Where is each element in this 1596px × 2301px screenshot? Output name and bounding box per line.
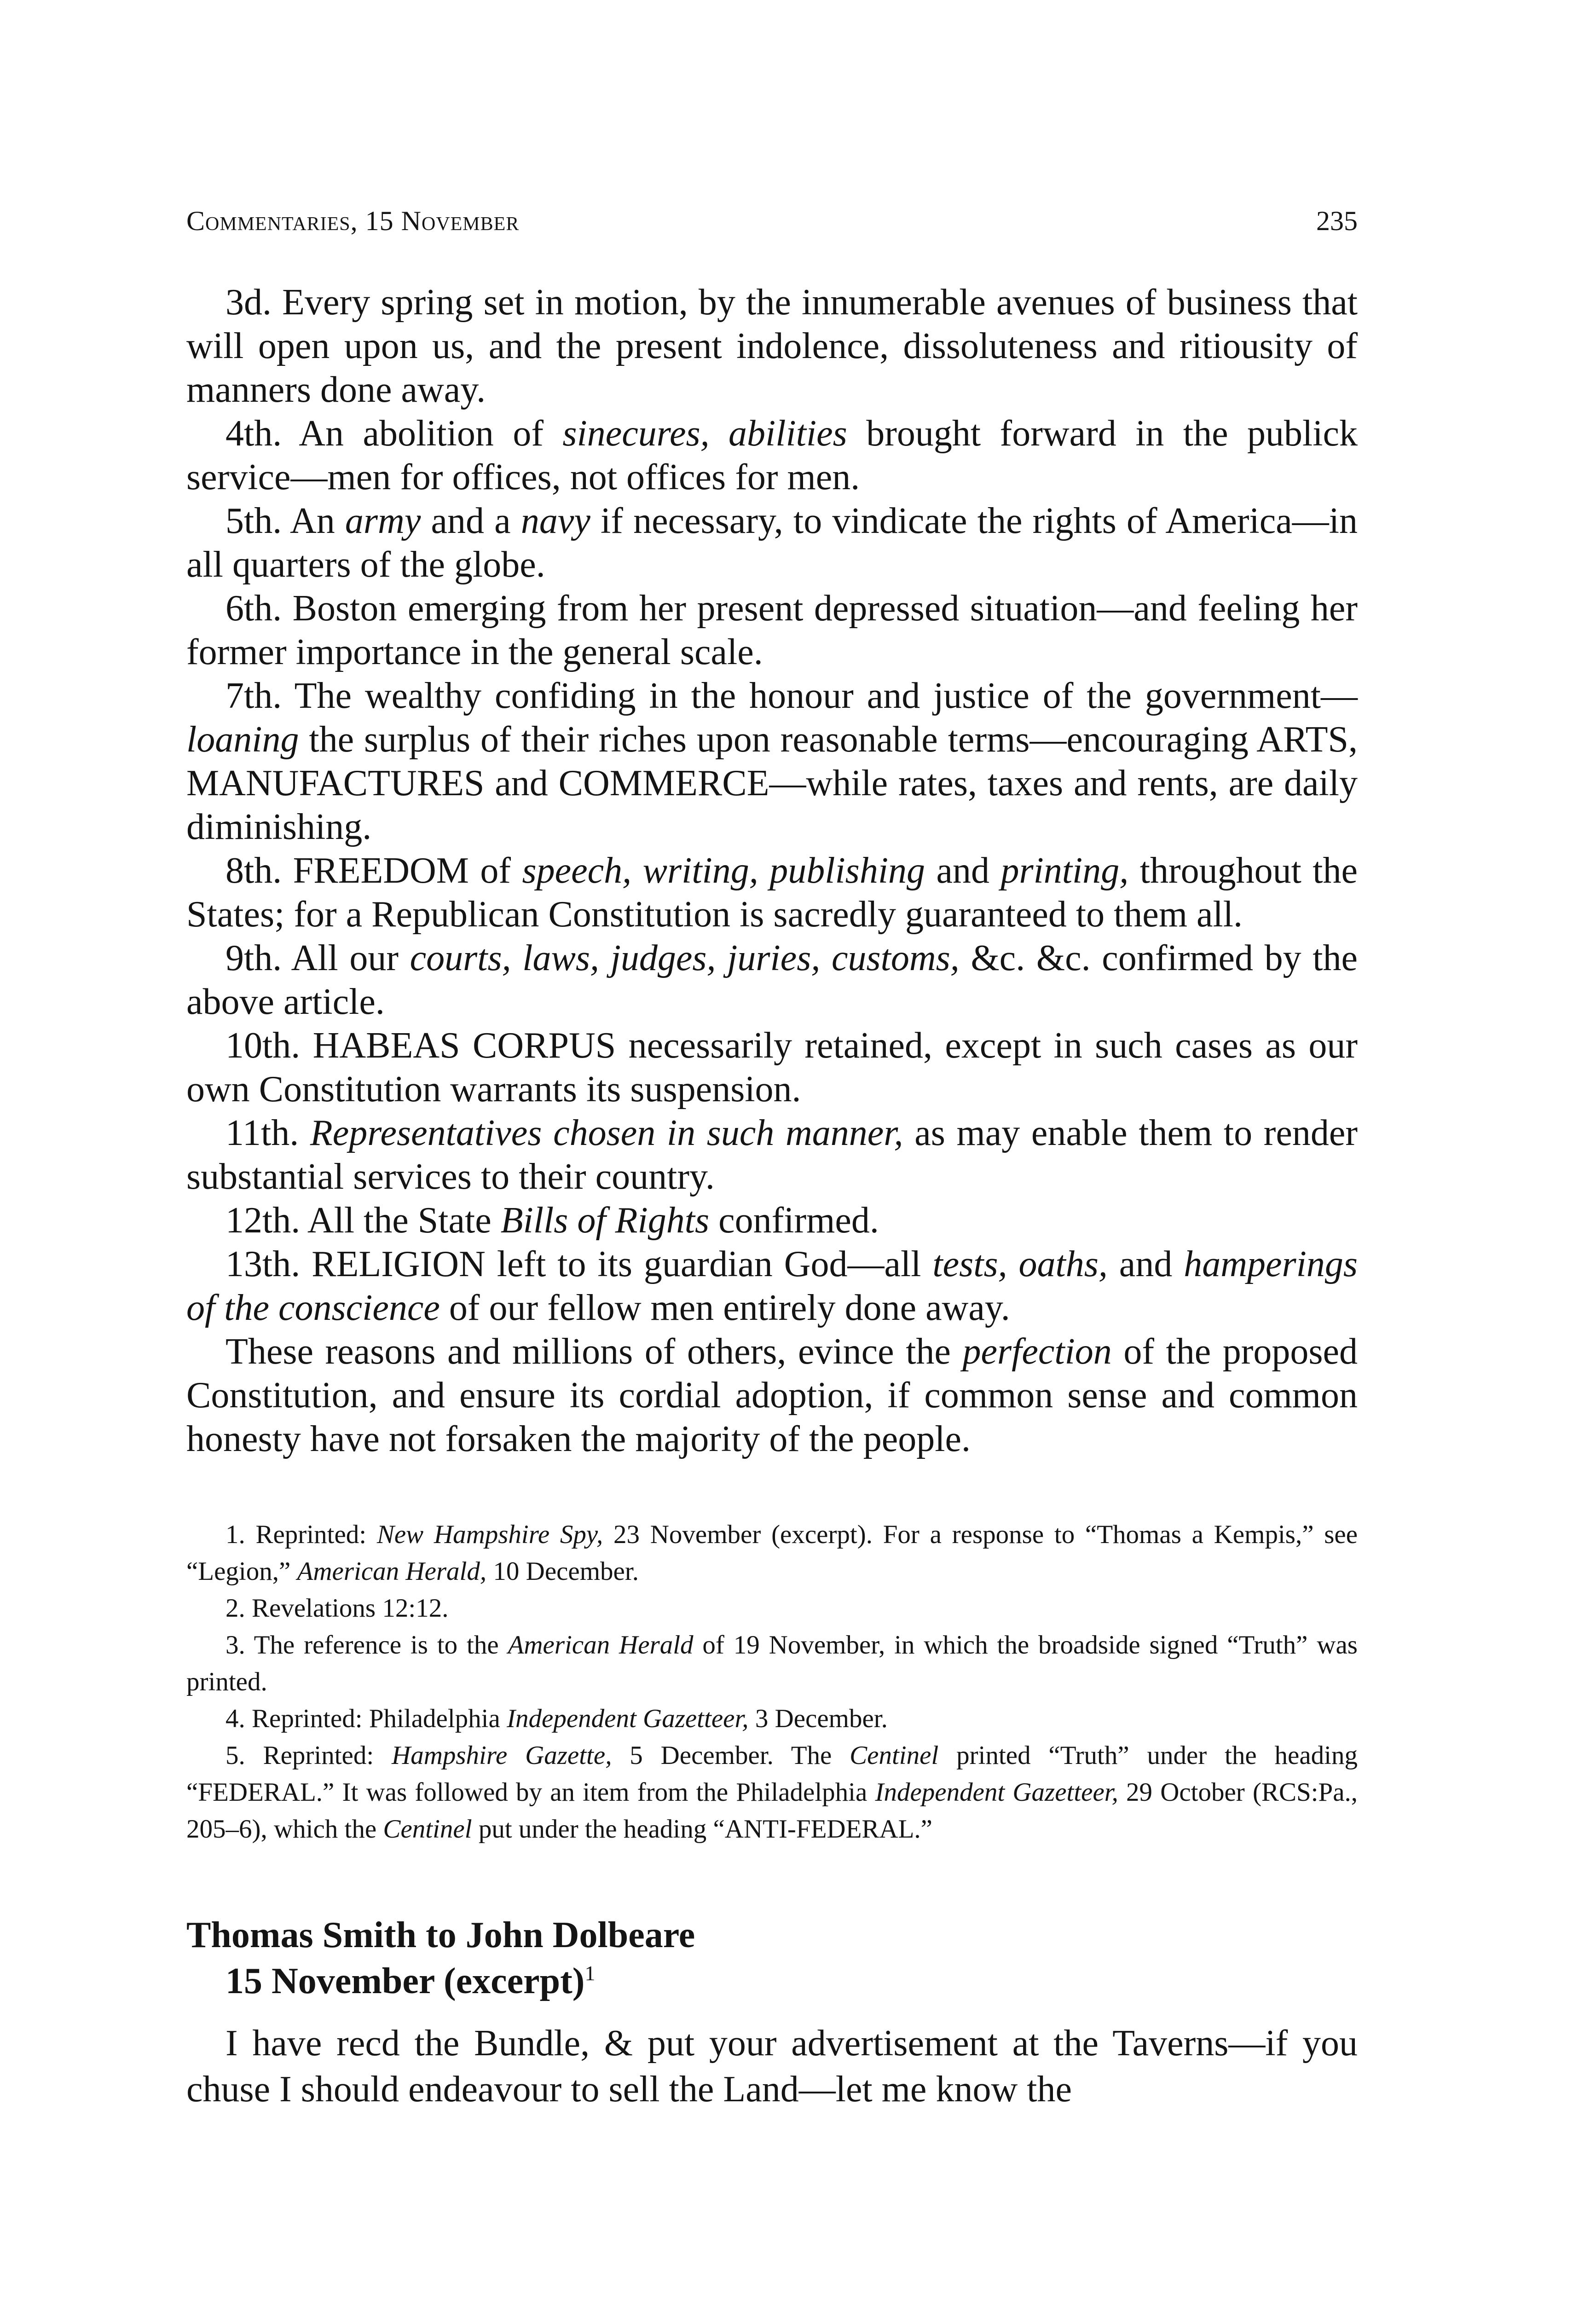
footnote (186, 1516, 1358, 1590)
paragraph (186, 1024, 1358, 1111)
italic-text: Bills of Rights (500, 1200, 710, 1241)
document-body (186, 281, 1358, 1461)
footnote (186, 1627, 1358, 1700)
italic-text: New Hampshire Spy, (376, 1520, 603, 1549)
paragraph (186, 1111, 1358, 1199)
paragraph (186, 499, 1358, 587)
paragraph (186, 937, 1358, 1024)
section-heading-line-2 (186, 1958, 1358, 2004)
text-run: of the proposed Constitution, and ensure its cordial adoption, if common sense and common honesty have not forsaken the majority of the people. (186, 1331, 1358, 1459)
italic-text: loaning (186, 719, 299, 760)
italic-text: army (345, 501, 421, 541)
italic-text: tests, oaths, (932, 1244, 1108, 1284)
paragraph (186, 281, 1358, 412)
text-run: 5. Reprinted: (226, 1741, 392, 1770)
text-run: 10 December. (486, 1557, 639, 1586)
text-run: and a (421, 501, 521, 541)
italic-text: perfection (962, 1331, 1112, 1372)
italic-text: American Herald, (297, 1557, 487, 1586)
text-run: 4th. An abolition of (226, 413, 563, 454)
text-run: 10th. HABEAS CORPUS necessarily retained, except in such cases as our own Constitution warrants its suspension. (186, 1025, 1358, 1110)
text-run: 3d. Every spring set in motion, by the innumerable avenues of business that will open upon us, and the present indolence, dissoluteness and ritiousity of manners done away. (186, 282, 1358, 410)
italic-text: American Herald (508, 1630, 694, 1659)
italic-text: Independent Gazetteer, (875, 1778, 1118, 1807)
text-run: 5 December. The (612, 1741, 850, 1770)
paragraph (186, 674, 1358, 849)
italic-text: printing, (1000, 850, 1129, 891)
section-heading (186, 1912, 1358, 2004)
text-run: 3 December. (748, 1704, 888, 1733)
text-run: 9th. All our (226, 938, 410, 978)
italic-text: sinecures, abilities (562, 413, 847, 454)
italic-text: navy (520, 501, 590, 541)
text-run: printed “Truth” under the heading “FEDERAL.” It was followed by an item from the Philadelphia (186, 1741, 1358, 1807)
italic-text: Hampshire Gazette, (392, 1741, 612, 1770)
text-run: 7th. The wealthy confiding in the honour and justice of the government— (226, 676, 1358, 716)
text-run: throughout the States; for a Republican Constitution is sacredly guaranteed to them all. (186, 850, 1358, 935)
letter-paragraph: I have recd the Bundle, & put your advertisement at the Taverns—if you chuse I should endeavour to sell the Land—let me know the (186, 2023, 1358, 2110)
paragraph (186, 1243, 1358, 1330)
footnotes (186, 1516, 1358, 1848)
paragraph (186, 1330, 1358, 1461)
text-run: &c. &c. confirmed by the above article. (186, 938, 1358, 1022)
page-header (186, 202, 1358, 239)
text-run: 3. The reference is to the (226, 1630, 508, 1659)
paragraph (186, 412, 1358, 499)
text-run: 6th. Boston emerging from her present depressed situation—and feeling her former importance in the general scale. (186, 588, 1358, 672)
text-run: These reasons and millions of others, evince the (226, 1331, 963, 1372)
footnote (186, 1737, 1358, 1848)
italic-text: hamperings of the conscience (186, 1244, 1358, 1328)
text-run: 2. Revelations 12:12. (226, 1594, 449, 1623)
text-run: 23 November (excerpt). For a response to “Thomas a Kempis,” see “Legion,” (186, 1520, 1358, 1586)
text-run: 1. Reprinted: (226, 1520, 377, 1549)
text-run: confirmed. (709, 1200, 879, 1241)
italic-text: Centinel (850, 1741, 939, 1770)
page-number: 235 (1316, 206, 1358, 236)
text-run: and (1107, 1244, 1184, 1284)
text-run: 11th. (226, 1113, 310, 1153)
footnote-reference: 1 (584, 1961, 596, 1985)
text-run: of 19 November, in which the broadside signed “Truth” was printed. (186, 1630, 1358, 1696)
text-run: 4. Reprinted: Philadelphia (226, 1704, 507, 1733)
paragraph (186, 587, 1358, 674)
text-run: as may enable them to render substantial services to their country. (186, 1113, 1358, 1197)
italic-text: speech, writing, publishing (522, 850, 925, 891)
text-run: 12th. All the State (226, 1200, 501, 1241)
section-heading-line-1: Thomas Smith to John Dolbeare (186, 1915, 695, 1955)
running-head: Commentaries, 15 November (186, 206, 520, 236)
italic-text: Representatives chosen in such manner, (310, 1113, 903, 1153)
section-heading-date: 15 November (excerpt) (226, 1961, 585, 2001)
text-run: 8th. FREEDOM of (226, 850, 522, 891)
text-run: of our fellow men entirely done away. (439, 1288, 1010, 1328)
footnote (186, 1700, 1358, 1737)
text-run: 5th. An (226, 501, 345, 541)
paragraph (186, 849, 1358, 937)
letter-excerpt (186, 2020, 1358, 2112)
text-run: brought forward in the publick service—men for offices, not offices for men. (186, 413, 1358, 497)
italic-text: courts, laws, judges, juries, customs, (410, 938, 960, 978)
paragraph (186, 1199, 1358, 1243)
text-run: 29 October (RCS:Pa., 205–6), which the (186, 1778, 1358, 1844)
italic-text: Independent Gazetteer, (507, 1704, 749, 1733)
text-run: if necessary, to vindicate the rights of America—in all quarters of the globe. (186, 501, 1358, 585)
italic-text: Centinel (383, 1815, 472, 1844)
text-run: 13th. RELIGION left to its guardian God—all (226, 1244, 933, 1284)
text-run: put under the heading “ANTI-FEDERAL.” (472, 1815, 932, 1844)
text-run: and (925, 850, 1001, 891)
footnote (186, 1590, 1358, 1627)
text-run: the surplus of their riches upon reasonable terms—encouraging ARTS, MANUFACTURES and COMMERCE—while rates, taxes and rents, are daily diminishing. (186, 719, 1358, 847)
